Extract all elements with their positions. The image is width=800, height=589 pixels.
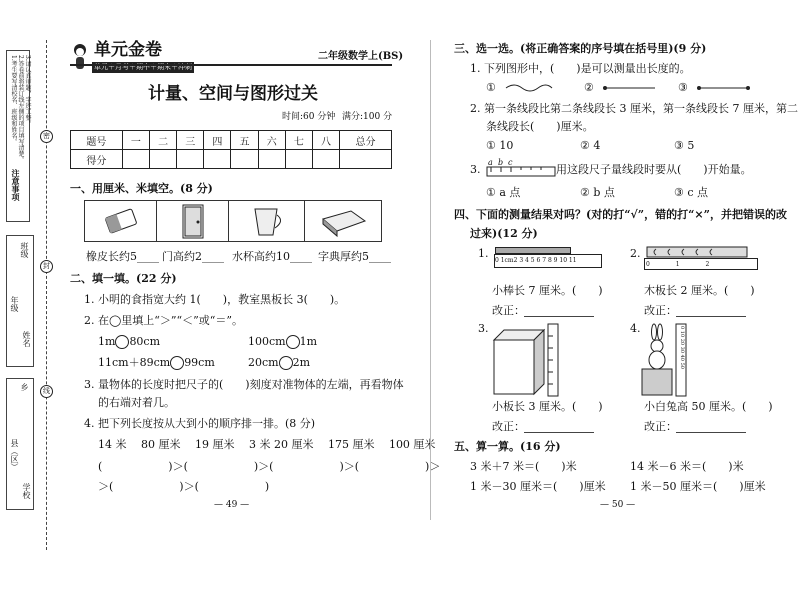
question-3-2-line2: 条线段长( )厘米。: [486, 120, 594, 133]
measure-2-statement: 木板长 2 厘米。( ): [644, 284, 755, 297]
compare-left: 20cm: [248, 356, 279, 369]
question-2-4-values: 14 米 80 厘米 19 厘米 3 米 20 厘米 175 厘米 100 厘米: [98, 438, 436, 451]
township-label: 乡: [20, 383, 29, 391]
score-table-header: [71, 131, 392, 150]
rabbit-icon: [640, 322, 700, 398]
question-3-3-option-2[interactable]: ② b 点: [580, 186, 615, 199]
option-2-label[interactable]: ②: [584, 81, 594, 94]
ruler-mark-b: b: [498, 158, 504, 167]
compare-circle[interactable]: [115, 335, 129, 349]
sec1-item-eraser: 橡皮长约5____: [86, 250, 159, 263]
eraser-icon: [85, 201, 157, 241]
measure-4-number: 4.: [630, 322, 641, 335]
section-3-title: 三、选一选。(将正确答案的序号填在括号里)(9 分): [454, 42, 707, 55]
score-cell[interactable]: [150, 150, 177, 169]
brand-name: 单元金卷: [94, 40, 162, 60]
score-header-cell: 题号: [71, 131, 123, 150]
measure-2-fix: 改正：: [644, 304, 677, 317]
wavy-line-icon: [504, 80, 554, 96]
score-table: [70, 130, 392, 169]
calc-1[interactable]: 3 米＋7 米＝( )米: [470, 460, 577, 473]
binding-strip: [0, 40, 60, 550]
score-table-row: [71, 150, 392, 169]
question-3-3-text: 用这段尺子量线段时要从( )开始量。: [556, 163, 752, 176]
grade-label: 年级: [10, 296, 19, 312]
calc-3[interactable]: 1 米－30 厘米＝( )厘米: [470, 480, 606, 493]
score-header-cell: 七: [285, 131, 312, 150]
score-header-cell: 二: [150, 131, 177, 150]
question-2-4: 4. 把下列长度按从大到小的顺序排一排。(8 分): [84, 417, 316, 430]
ray-line-icon: [602, 80, 657, 96]
compare-item-2: [248, 335, 317, 349]
dictionary-icon: [305, 201, 381, 241]
measure-3-figure: [486, 322, 566, 398]
measure-2-fix-line[interactable]: [676, 316, 746, 317]
question-2-4-answer-1[interactable]: ( )＞( )＞( )＞( )＞: [98, 460, 441, 473]
segment-line-icon: [696, 80, 751, 96]
page-number-left: — 49 —: [214, 500, 250, 510]
measure-1-number: 1.: [478, 247, 489, 260]
door-icon: [157, 201, 229, 241]
notice-title: 注意事项: [11, 169, 21, 201]
score-row-label: 得分: [71, 150, 123, 169]
measure-1-ruler-label: 0 1cm2 3 4 5 6 7 8 9 10 11: [495, 257, 577, 264]
notice-box: [6, 50, 30, 222]
compare-right: 1m: [299, 335, 318, 348]
notice-line-2: 2.答卷前将装订线左侧的项目填写清楚。: [17, 55, 24, 163]
score-header-cell: 五: [231, 131, 258, 150]
page-title: 计量、空间与图形过关: [148, 84, 318, 104]
measure-4-ruler-label: 0 10 20 30 40 50: [679, 326, 685, 369]
name-label: 姓名: [22, 331, 31, 347]
question-2-2: 2. 在◯里填上“＞”“＜”或“＝”。: [84, 314, 244, 327]
notice-line-3: 3.请认真审题，字迹工整。: [24, 55, 31, 127]
seal-mark-2: 封: [40, 260, 53, 273]
student-box: [6, 235, 34, 367]
compare-item-3: [98, 356, 215, 370]
sec1-item-dictionary: 字典厚约5____: [318, 250, 391, 263]
score-header-cell: 四: [204, 131, 231, 150]
question-2-1: 1. 小明的食指宽大约 1( )，教室黑板长 3( )。: [84, 293, 346, 306]
calc-4[interactable]: 1 米－50 厘米＝( )厘米: [630, 480, 766, 493]
measure-1-figure: [494, 244, 604, 272]
compare-right: 80cm: [129, 335, 161, 348]
measure-2-number: 2.: [630, 247, 641, 260]
wood-board-icon: [646, 246, 756, 258]
measure-1-statement: 小棒长 7 厘米。( ): [492, 284, 603, 297]
measure-4-fix: 改正：: [644, 420, 677, 433]
brand-sub: 单元＋月考＋期中＋期末＋冲刺: [94, 63, 192, 71]
option-3-label[interactable]: ③: [678, 81, 688, 94]
stick-bar: [495, 247, 571, 254]
question-3-2-option-1[interactable]: ① 10: [486, 139, 514, 152]
measure-3-number: 3.: [478, 322, 489, 335]
ruler-icon: [486, 166, 558, 178]
measure-2-figure: [644, 244, 764, 272]
time-label: 时间:60 分钟: [282, 112, 336, 122]
score-cell[interactable]: [177, 150, 204, 169]
section-4-title: 四、下面的测量结果对吗？(对的打“√”，错的打“×”，并把错误的改: [454, 208, 787, 221]
score-header-cell: 总分: [340, 131, 392, 150]
score-cell[interactable]: [285, 150, 312, 169]
score-cell[interactable]: [312, 150, 339, 169]
section-2-title: 二、填一填。(22 分): [70, 272, 177, 285]
question-3-1: 1. 下列图形中，( )是可以测量出长度的。: [470, 62, 691, 75]
notice-line-1: 1.考生要写清校名、班级和姓名。: [10, 55, 17, 145]
question-3-3-option-1[interactable]: ① a 点: [486, 186, 521, 199]
mascot-icon: [70, 42, 90, 72]
question-3-3-number: 3.: [470, 163, 481, 176]
question-3-2-option-3[interactable]: ③ 5: [674, 139, 695, 152]
measure-3-fix: 改正：: [492, 420, 525, 433]
seal-line: [46, 40, 47, 550]
score-header-cell: 六: [258, 131, 285, 150]
measure-4-figure: [640, 322, 700, 398]
school-label: 学校: [22, 483, 31, 499]
compare-item-4: [248, 356, 310, 370]
score-cell[interactable]: [258, 150, 285, 169]
score-header-cell: 八: [312, 131, 339, 150]
school-box: [6, 378, 34, 510]
measure-1-fix-line[interactable]: [524, 316, 594, 317]
score-cell[interactable]: [204, 150, 231, 169]
cup-icon: [229, 201, 305, 241]
measure-3-fix-line[interactable]: [524, 432, 594, 433]
compare-item-1: [98, 335, 160, 349]
score-cell[interactable]: [122, 150, 149, 169]
calc-2[interactable]: 14 米－6 米＝( )米: [630, 460, 744, 473]
sec1-item-door: 门高约2____: [162, 250, 224, 263]
compare-right: 99cm: [184, 356, 215, 369]
question-2-3-line1: 3. 量物体的长度时把尺子的( )刻度对准物体的左端，再看物体: [84, 378, 404, 391]
brand-logo: [70, 40, 190, 74]
eraser-picture: [84, 200, 158, 242]
question-3-2-option-2[interactable]: ② 4: [580, 139, 601, 152]
compare-circle[interactable]: [279, 356, 293, 370]
sec1-item-cup: 水杯高约10____: [232, 250, 312, 263]
seal-mark-3: 线: [40, 385, 53, 398]
question-3-3-option-3[interactable]: ③ c 点: [674, 186, 709, 199]
dictionary-picture: [304, 200, 382, 242]
door-picture: [156, 200, 230, 242]
question-2-4-answer-2[interactable]: ＞( )＞( ): [98, 480, 270, 493]
section-1-images: [84, 200, 384, 242]
compare-circle[interactable]: [286, 335, 300, 349]
score-cell[interactable]: [231, 150, 258, 169]
seal-mark-1: 密: [40, 130, 53, 143]
book-label: 二年级数学上(BS): [318, 51, 404, 62]
score-cell[interactable]: [340, 150, 392, 169]
section-1-title: 一、用厘米、米填空。(8 分): [70, 182, 213, 195]
measure-1-fix: 改正：: [492, 304, 525, 317]
question-3-2-line1: 2. 第一条线段比第二条线段长 3 厘米，第一条线段长 7 厘米，第二: [470, 102, 798, 115]
score-header-cell: 一: [122, 131, 149, 150]
header-rule: [70, 64, 392, 66]
section-5-title: 五、算一算。(16 分): [454, 440, 561, 453]
ruler-mark-a: a: [488, 158, 493, 167]
cup-picture: [228, 200, 306, 242]
compare-left: 1m: [98, 335, 116, 348]
compare-left: 11cm＋89cm: [98, 356, 171, 369]
broken-ruler: [486, 157, 558, 179]
full-score-label: 满分:100 分: [342, 112, 393, 122]
option-1-label[interactable]: ①: [486, 81, 496, 94]
score-header-cell: 三: [177, 131, 204, 150]
measure-2-ruler-label: 0 1 2: [646, 261, 710, 268]
measure-4-statement: 小白兔高 50 厘米。( ): [644, 400, 773, 413]
page-number-right: — 50 —: [600, 500, 636, 510]
class-label: 班级: [20, 242, 29, 258]
question-2-3-line2: 的右端对着几。: [98, 396, 175, 409]
measure-3-statement: 小板长 3 厘米。( ): [492, 400, 603, 413]
compare-left: 100cm: [248, 335, 286, 348]
county-label: 县（区）: [10, 439, 19, 471]
compare-circle[interactable]: [170, 356, 184, 370]
page-divider: [430, 40, 431, 520]
measure-4-fix-line[interactable]: [676, 432, 746, 433]
compare-right: 2m: [292, 356, 311, 369]
section-4-title-2: 过来)(12 分): [470, 227, 538, 240]
question-3-1-options: [486, 80, 766, 96]
ruler-mark-c: c: [508, 158, 513, 167]
